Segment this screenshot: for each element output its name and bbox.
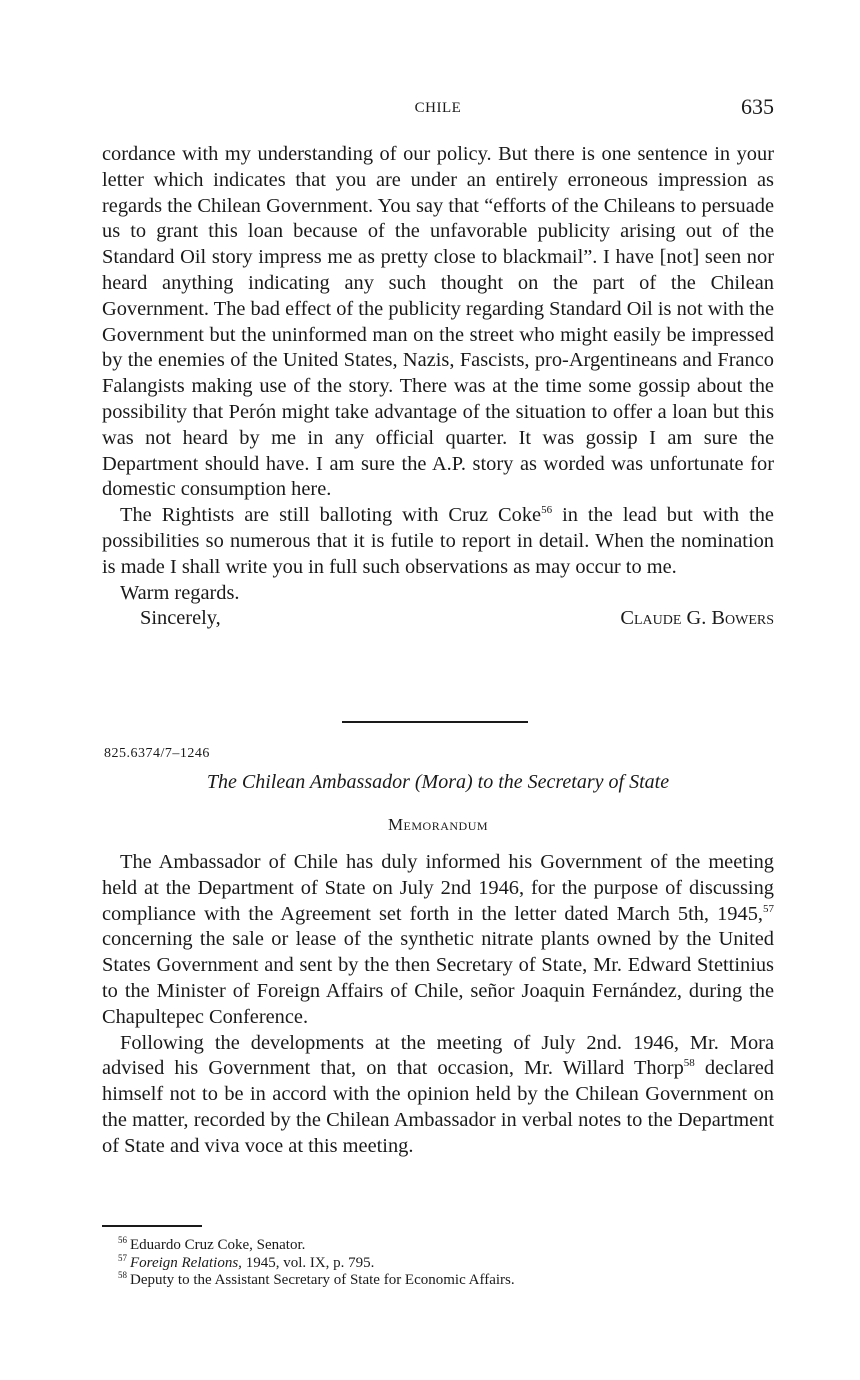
footnote-text	[130, 1255, 374, 1273]
file-number: 825.6374/7–1246	[104, 746, 210, 761]
footnote-text: Eduardo Cruz Coke, Senator.	[130, 1237, 306, 1253]
footnote-mark: 56	[118, 1235, 127, 1245]
footnote	[118, 1272, 515, 1290]
footnote-ref: 58	[683, 1057, 695, 1070]
paragraph-text: The Rightists are still balloting with Cruz Coke	[120, 504, 542, 527]
page-number: 635	[741, 94, 774, 119]
footnote-italic: Foreign Relations,	[130, 1254, 242, 1271]
page-header	[102, 94, 774, 126]
footnote	[118, 1237, 515, 1255]
paragraph-text: The Ambassador of Chile has duly informed his Government of the meeting held at the Department of State on July 2nd 1946, for the purpose of discussing compliance with the Agreement set forth in the letter dated March 5th, 1945,	[102, 851, 774, 925]
letter-paragraph	[102, 503, 774, 580]
paragraph-text: in the lead but with the possibilities so numerous that it is futile to report in detail. When the nomination is made I shall write you in full such observations as may occur to me.	[102, 504, 774, 578]
section-divider	[342, 721, 528, 723]
document-subtitle: Memorandum	[387, 815, 489, 834]
paragraph-text: Following the developments at the meeting of July 2nd. 1946, Mr. Mora advised his Government that, on that occasion, Mr. Willard Thorp	[102, 1031, 774, 1080]
signature-block	[102, 606, 774, 632]
memo-paragraph	[102, 850, 774, 1031]
valediction: Sincerely,	[140, 607, 221, 630]
footnote-rest: 1945, vol. IX, p. 795.	[241, 1254, 375, 1271]
paragraph-text: declared himself not to be in accord with the opinion held by the Chilean Government on the matter, recorded by the Chilean Ambassador in verbal notes to the Department of State and viva voce at this meeting.	[102, 1057, 774, 1157]
memo-body	[102, 850, 774, 1160]
footnote-mark: 57	[118, 1252, 127, 1263]
letter-paragraph: cordance with my understanding of our policy. But there is one sentence in your letter which indicates that you are under an entirely erroneous impression as regards the Chilean Government. You say that “efforts of the Chileans to persuade us to grant this loan because of the unfavorable publicity arising out of the Standard Oil story impress me as pretty close to blackmail”. I have [not] seen nor heard anything indicating any such thought on the part of the Chilean Government. The bad effect of the publicity regarding Standard Oil is not with the Government but the uninformed man on the street who might easily be impressed by the enemies of the United States, Nazis, Fascists, pro-Argentineans and Franco Falangists making use of the story. There was at the time some gossip about the possibility that Perón might take advantage of the situation to offer a loan but this was not heard by me in any official quarter. It was gossip I am sure the Department should have. I am sure the A.P. story as worded was unfortunate for domestic consumption here.	[102, 143, 774, 501]
letter-body	[102, 142, 774, 632]
footnotes	[118, 1237, 515, 1290]
paragraph-text: concerning the sale or lease of the synthetic nitrate plants owned by the United States Government and sent by the then Secretary of State, Mr. Edward Stettinius to the Minister of Foreign Affairs of Chile, señor Joaquin Fernández, during the Chapultepec Conference.	[102, 928, 774, 1028]
document-title: The Chilean Ambassador (Mora) to the Secretary of State	[206, 771, 670, 793]
footnote-ref: 56	[541, 504, 553, 517]
closing: Warm regards.	[120, 581, 240, 604]
footnote	[118, 1252, 515, 1273]
signature: Claude G. Bowers	[620, 607, 774, 630]
footnote-mark: 58	[118, 1270, 127, 1280]
footnote-rule	[102, 1225, 202, 1227]
footnote-ref: 57	[763, 902, 774, 915]
memo-paragraph	[102, 1031, 774, 1160]
running-head: CHILE	[414, 100, 462, 116]
footnote-text: Deputy to the Assistant Secretary of State for Economic Affairs.	[130, 1272, 515, 1288]
